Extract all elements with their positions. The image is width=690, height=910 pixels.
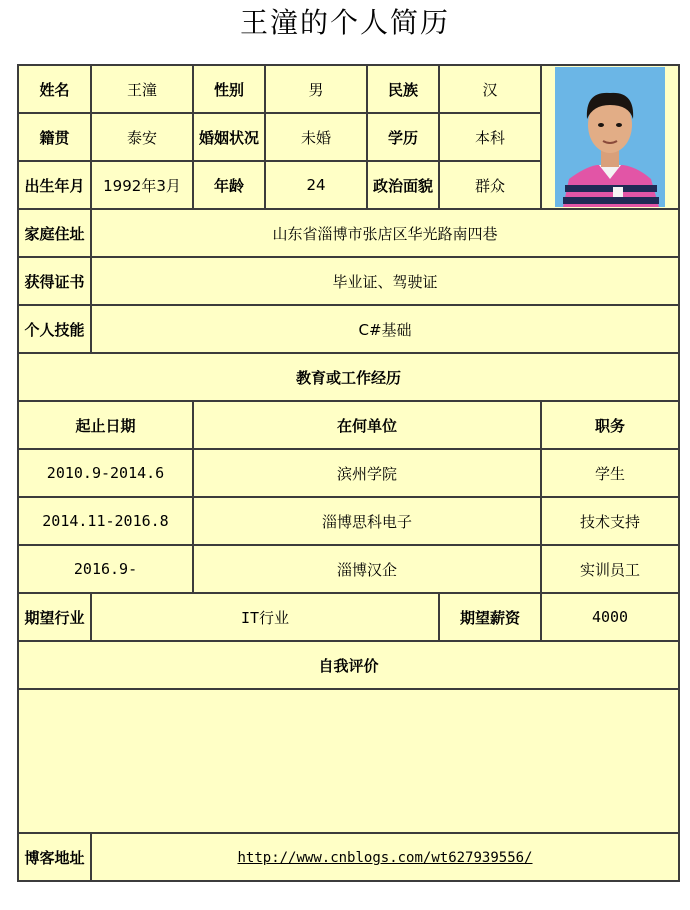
name-label: 姓名: [18, 65, 91, 113]
exp-role: 实训员工: [541, 545, 679, 593]
blog-label: 博客地址: [18, 833, 91, 881]
skills-row: [18, 305, 679, 353]
political-label: 政治面貌: [367, 161, 439, 209]
col-dates-header: 起止日期: [18, 401, 193, 449]
industry-label: 期望行业: [18, 593, 91, 641]
self-eval-text[interactable]: [18, 689, 679, 833]
address-label: 家庭住址: [18, 209, 91, 257]
exp-dates: 2016.9-: [18, 545, 193, 593]
self-eval-heading: 自我评价: [18, 641, 679, 689]
age-value: 24: [265, 161, 367, 209]
self-eval-heading-row: [18, 641, 679, 689]
experience-heading: 教育或工作经历: [18, 353, 679, 401]
education-value: 本科: [439, 113, 541, 161]
address-row: [18, 209, 679, 257]
col-org-header: 在何单位: [193, 401, 541, 449]
marital-label: 婚姻状况: [193, 113, 265, 161]
education-label: 学历: [367, 113, 439, 161]
skills-value: C#基础: [91, 305, 679, 353]
experience-header-row: [18, 401, 679, 449]
portrait-icon: [555, 67, 665, 207]
exp-role: 技术支持: [541, 497, 679, 545]
marital-value: 未婚: [265, 113, 367, 161]
age-label: 年龄: [193, 161, 265, 209]
ethnicity-label: 民族: [367, 65, 439, 113]
ethnicity-value: 汉: [439, 65, 541, 113]
native-value: 泰安: [91, 113, 193, 161]
resume-table: [17, 64, 680, 882]
certificates-row: [18, 257, 679, 305]
name-value: 王潼: [91, 65, 193, 113]
gender-value: 男: [265, 65, 367, 113]
exp-dates: 2014.11-2016.8: [18, 497, 193, 545]
birth-value: 1992年3月: [91, 161, 193, 209]
birth-label: 出生年月: [18, 161, 91, 209]
gender-label: 性别: [193, 65, 265, 113]
blog-row: [18, 833, 679, 881]
salary-label: 期望薪资: [439, 593, 541, 641]
table-row: [18, 497, 679, 545]
industry-value: IT行业: [91, 593, 439, 641]
skills-label: 个人技能: [18, 305, 91, 353]
expectation-row: [18, 593, 679, 641]
political-value: 群众: [439, 161, 541, 209]
exp-org: 淄博思科电子: [193, 497, 541, 545]
native-label: 籍贯: [18, 113, 91, 161]
experience-heading-row: [18, 353, 679, 401]
exp-dates: 2010.9-2014.6: [18, 449, 193, 497]
blog-link[interactable]: http://www.cnblogs.com/wt627939556/: [237, 850, 533, 866]
basic-row-1: [18, 65, 679, 113]
salary-value: 4000: [541, 593, 679, 641]
col-role-header: 职务: [541, 401, 679, 449]
exp-org: 淄博汉企: [193, 545, 541, 593]
certificates-label: 获得证书: [18, 257, 91, 305]
photo-cell: [541, 65, 679, 209]
exp-role: 学生: [541, 449, 679, 497]
exp-org: 滨州学院: [193, 449, 541, 497]
self-eval-row: [18, 689, 679, 833]
page-title: 王潼的个人简历: [239, 6, 450, 39]
table-row: [18, 545, 679, 593]
address-value: 山东省淄博市张店区华光路南四巷: [91, 209, 679, 257]
portrait-photo: [555, 67, 665, 207]
table-row: [18, 449, 679, 497]
certificates-value: 毕业证、驾驶证: [91, 257, 679, 305]
blog-cell: [91, 833, 679, 881]
